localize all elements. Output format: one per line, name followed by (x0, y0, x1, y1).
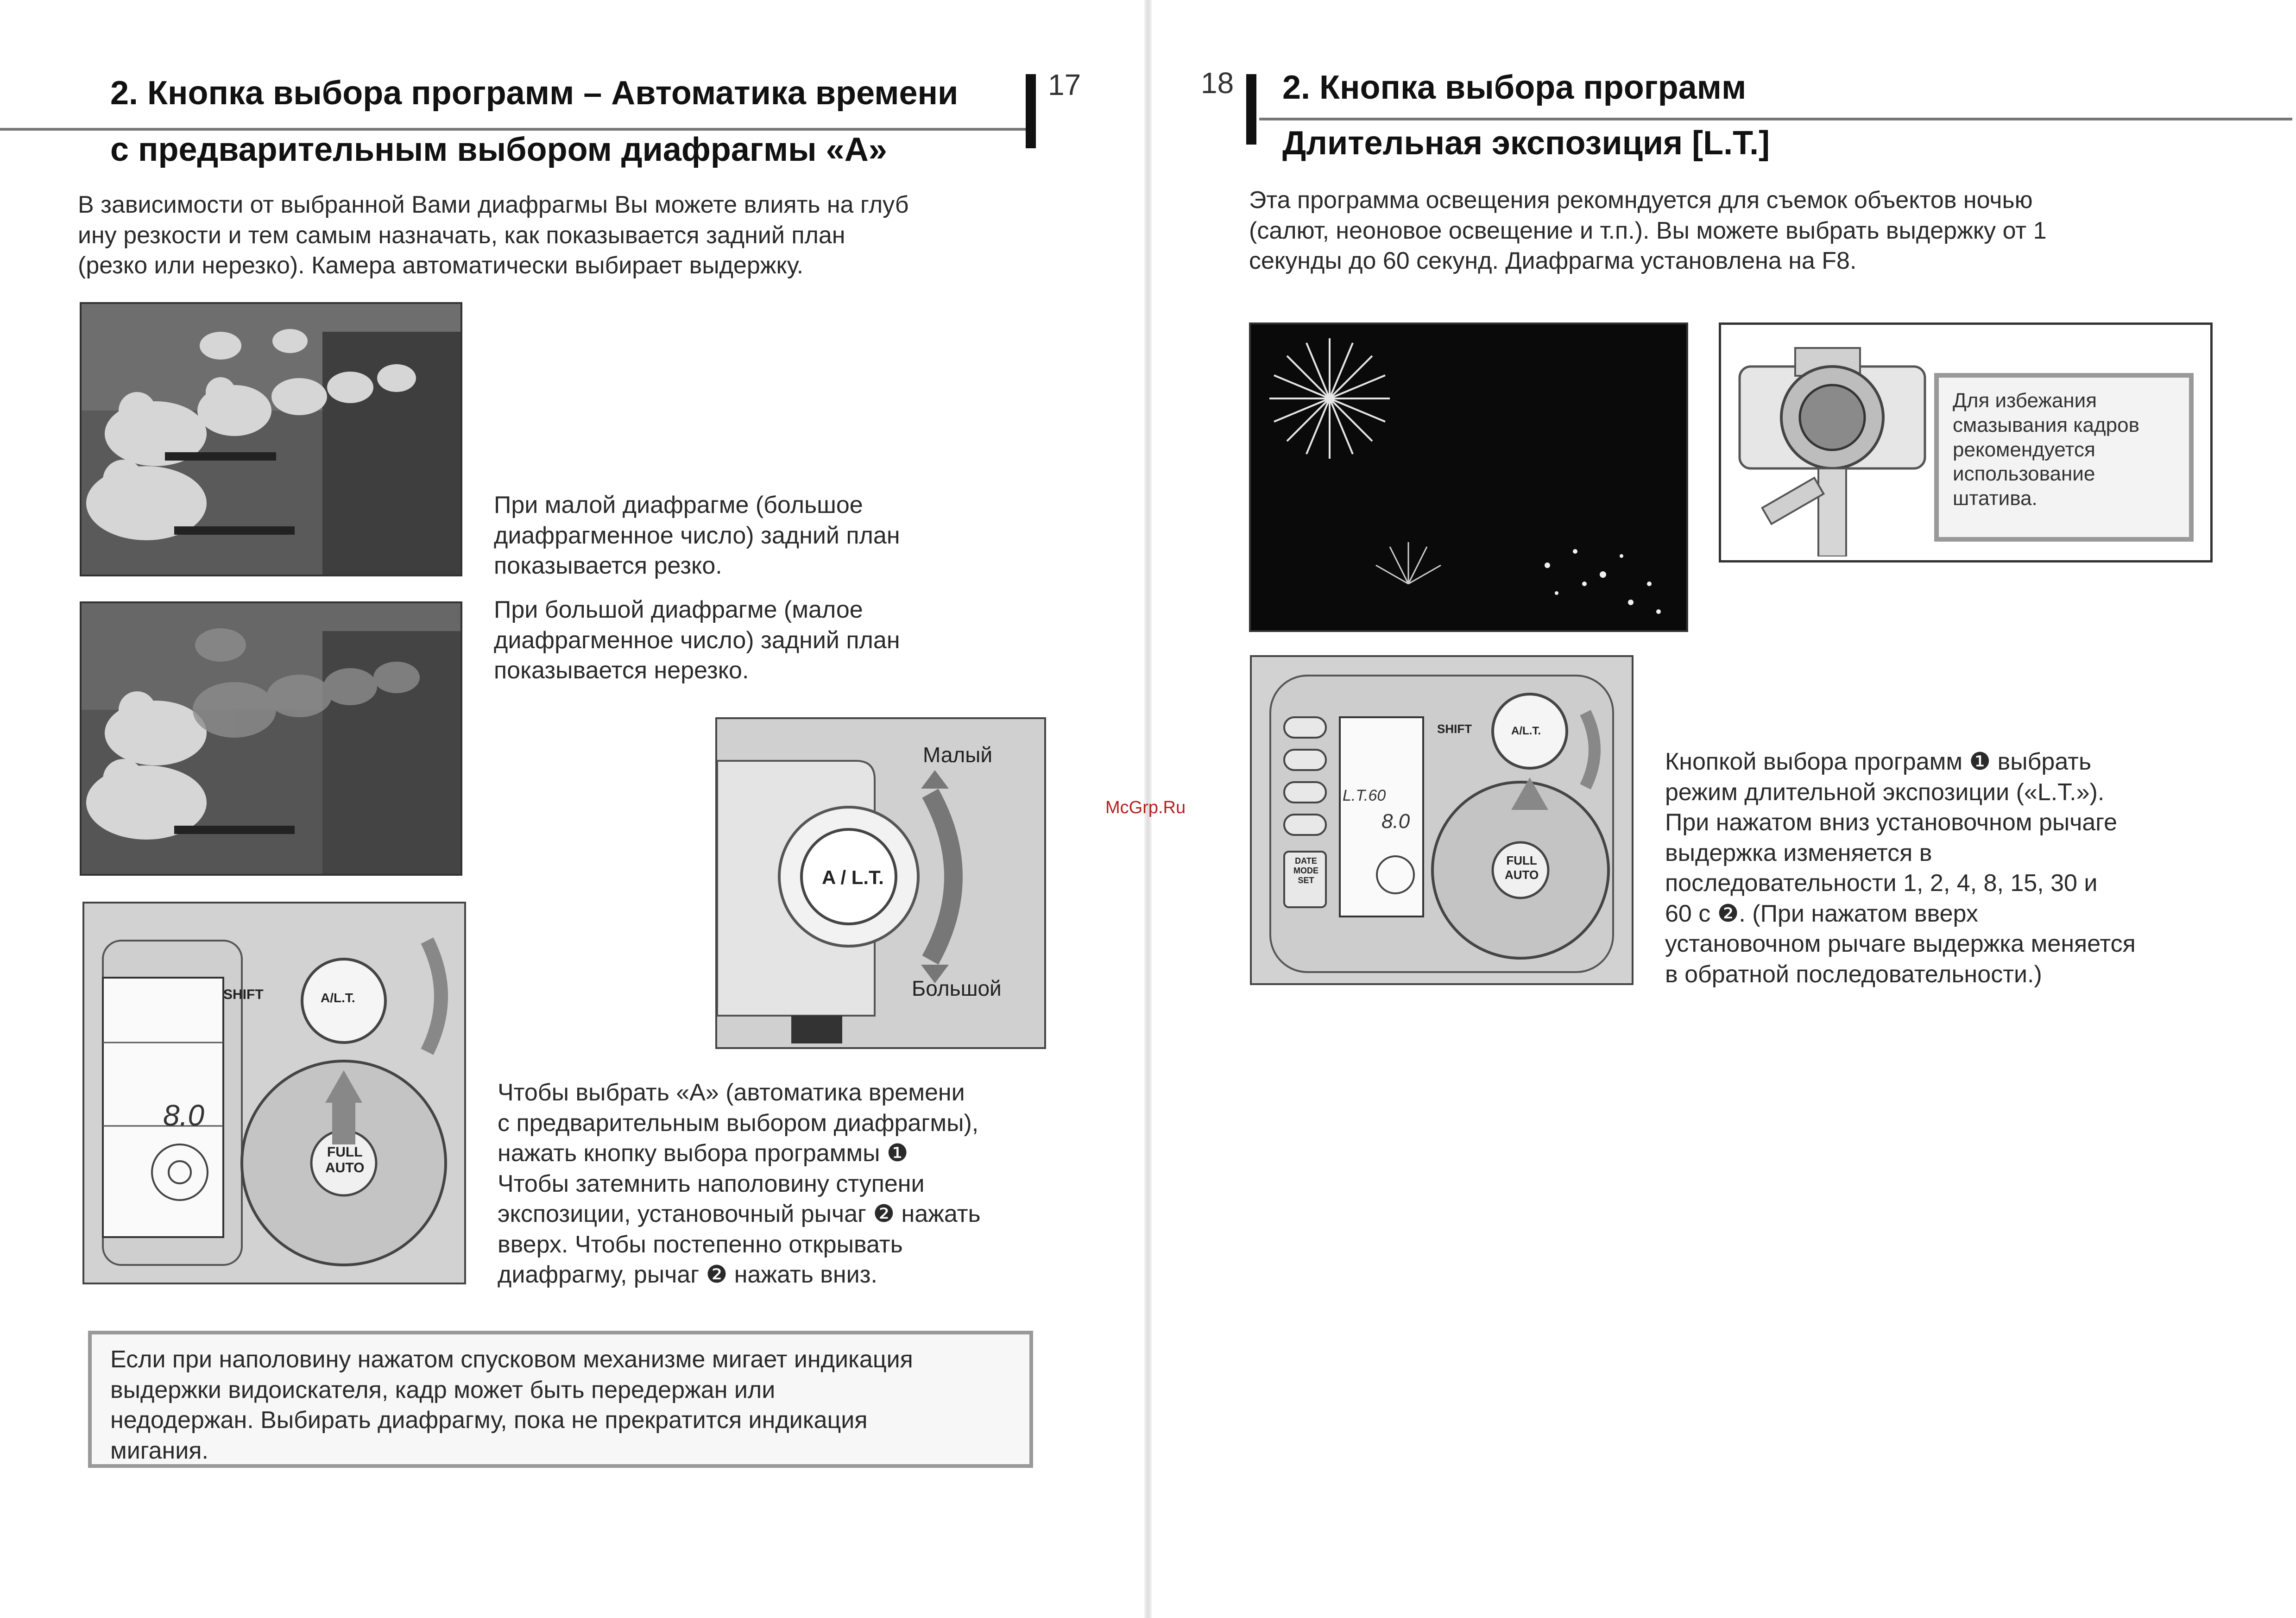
right-page (1148, 0, 2296, 1618)
small-aperture-line1: При малой диафрагме (большое (494, 492, 863, 518)
left-title-line1: 2. Кнопка выбора программ – Автоматика времени (110, 75, 959, 112)
right-intro-line1: Эта программа освещения рекомндуется для съемок объектов ночью (1249, 187, 2033, 214)
tripod-line3: рекомендуется (1953, 438, 2095, 461)
large-aperture-text (494, 595, 1003, 686)
right-instruction-line8: в обратной последовательности.) (1665, 961, 2042, 988)
right-diagram-mode: MODE (1293, 866, 1318, 875)
camera-top-image-left (84, 904, 464, 1283)
left-diagram-lcd-value: 8.0 (163, 1099, 204, 1132)
tripod-line4: использование (1953, 462, 2095, 486)
left-note-line3: недодержан. Выбирать диафрагму, пока не прекратится индикация (110, 1407, 868, 1434)
right-intro-line3: секунды до 60 секунд. Диафрагма установлена на F8. (1249, 247, 1857, 275)
left-intro-line3: (резко или нерезко). Камера автоматически выбирает выдержку. (78, 252, 804, 279)
right-title-line2: Длительная экспозиция [L.T.] (1282, 125, 1770, 162)
right-instruction-line7: установочном рычаге выдержка меняется (1665, 930, 2136, 958)
right-title-rule (1259, 118, 2292, 120)
tripod-line5: штатива. (1953, 487, 2037, 510)
right-page-number: 18 (1201, 66, 1234, 100)
right-instruction-line4: выдержка изменяется в (1665, 839, 1932, 866)
left-intro (78, 190, 1051, 281)
camera-top-diagram-left (82, 902, 466, 1284)
left-instruction-line7: диафрагму, рычаг ❷ нажать вниз. (498, 1261, 877, 1289)
seagulls-blurred-image (82, 603, 460, 874)
left-instruction-line1: Чтобы выбрать «А» (автоматика времени (498, 1079, 965, 1106)
left-diagram-auto-label: AUTO (325, 1160, 365, 1176)
right-diagram-date: DATE (1295, 856, 1317, 866)
seagulls-blurred-photo (80, 601, 462, 876)
right-title-line1: 2. Кнопка выбора программ (1282, 69, 1747, 106)
small-aperture-line3: показывается резко. (494, 552, 722, 580)
fireworks-photo (1249, 322, 1688, 632)
left-diagram-shift: SHIFT (223, 987, 264, 1002)
tripod-line1: Для избежания (1953, 389, 2097, 412)
right-instruction-line2: режим длительной экспозиции («L.T.»). (1665, 778, 2105, 806)
camera-top-image-right (1252, 657, 1632, 983)
left-page-number: 17 (1048, 68, 1081, 101)
tripod-box (1719, 322, 2213, 563)
left-instruction-line5: экспозиции, установочный рычаг ❷ нажать (498, 1201, 981, 1228)
left-note-line1: Если при наполовину нажатом спусковом механизме мигает индикация (110, 1346, 913, 1373)
left-instruction-line3: нажать кнопку выбора программы ❶ (498, 1140, 908, 1167)
fireworks-image (1251, 324, 1686, 630)
left-instruction-text (498, 1078, 1044, 1290)
right-instruction-line3: При нажатом вниз установочном рычаге (1665, 809, 2118, 836)
right-diagram-lcd-lt: L.T.60 (1343, 787, 1386, 804)
dial-button-label: A / L.T. (822, 866, 884, 888)
dial-label-small: Малый (923, 743, 993, 767)
tripod-note (1934, 373, 2194, 542)
dial-label-large: Большой (912, 976, 1002, 1000)
right-diagram-auto-label: AUTO (1505, 868, 1539, 882)
right-diagram-full-label: FULL (1506, 853, 1537, 867)
right-diagram-button: A/L.T. (1511, 725, 1541, 737)
right-diagram-set: SET (1298, 876, 1314, 885)
left-diagram-button: A/L.T. (321, 991, 355, 1005)
left-intro-line1: В зависимости от выбранной Вами диафрагмы Вы можете влиять на глуб (78, 191, 909, 218)
right-diagram-date-mode (1290, 856, 1322, 885)
right-intro-line2: (салют, неоновое освещение и т.п.). Вы можете выбрать выдержку от 1 (1249, 217, 2047, 244)
right-diagram-full-auto (1505, 853, 1539, 882)
left-note-line2: выдержки видоискателя, кадр может быть передержан или (110, 1376, 776, 1403)
right-instruction-line6: 60 с ❷. (При нажатом вверх (1665, 900, 1978, 927)
large-aperture-line2: диафрагменное число) задний план (494, 626, 900, 654)
seagulls-sharp-image (82, 304, 460, 575)
left-intro-line2: ину резкости и тем самым назначать, как показывается задний план (78, 221, 845, 249)
right-title-bar (1246, 74, 1256, 145)
left-diagram-full-auto (325, 1144, 364, 1176)
right-instruction-text (1665, 747, 2244, 990)
left-title-bar (1026, 74, 1036, 148)
tripod-line2: смазывания кадров (1953, 413, 2139, 436)
large-aperture-line3: показывается нерезко. (494, 657, 749, 684)
left-instruction-line4: Чтобы затемнить наполовину ступени (498, 1170, 925, 1197)
right-diagram-lcd-value: 8.0 (1381, 810, 1410, 833)
right-diagram-shift: SHIFT (1437, 722, 1472, 736)
left-title-line2: с предварительным выбором диафрагмы «А» (110, 131, 887, 168)
left-instruction-line2: с предварительным выбором диафрагмы), (498, 1109, 979, 1137)
small-aperture-text (494, 490, 1003, 581)
aperture-dial-diagram (715, 717, 1046, 1049)
left-instruction-line6: вверх. Чтобы постепенно открывать (498, 1231, 903, 1258)
large-aperture-line1: При большой диафрагме (малое (494, 596, 863, 623)
right-instruction-line5: последовательности 1, 2, 4, 8, 15, 30 и (1665, 870, 2098, 897)
right-instruction-line1: Кнопкой выбора программ ❶ выбрать (1665, 748, 2092, 775)
left-diagram-full-label: FULL (327, 1144, 363, 1160)
left-note-line4: мигания. (110, 1437, 208, 1464)
right-intro (1249, 185, 2250, 277)
left-note-box (88, 1331, 1033, 1468)
small-aperture-line2: диафрагменное число) задний план (494, 522, 900, 549)
camera-on-tripod-image (1726, 325, 1948, 556)
seagulls-sharp-photo (80, 302, 462, 576)
camera-top-diagram-right (1250, 655, 1634, 985)
watermark: McGrp.Ru (1105, 798, 1186, 817)
